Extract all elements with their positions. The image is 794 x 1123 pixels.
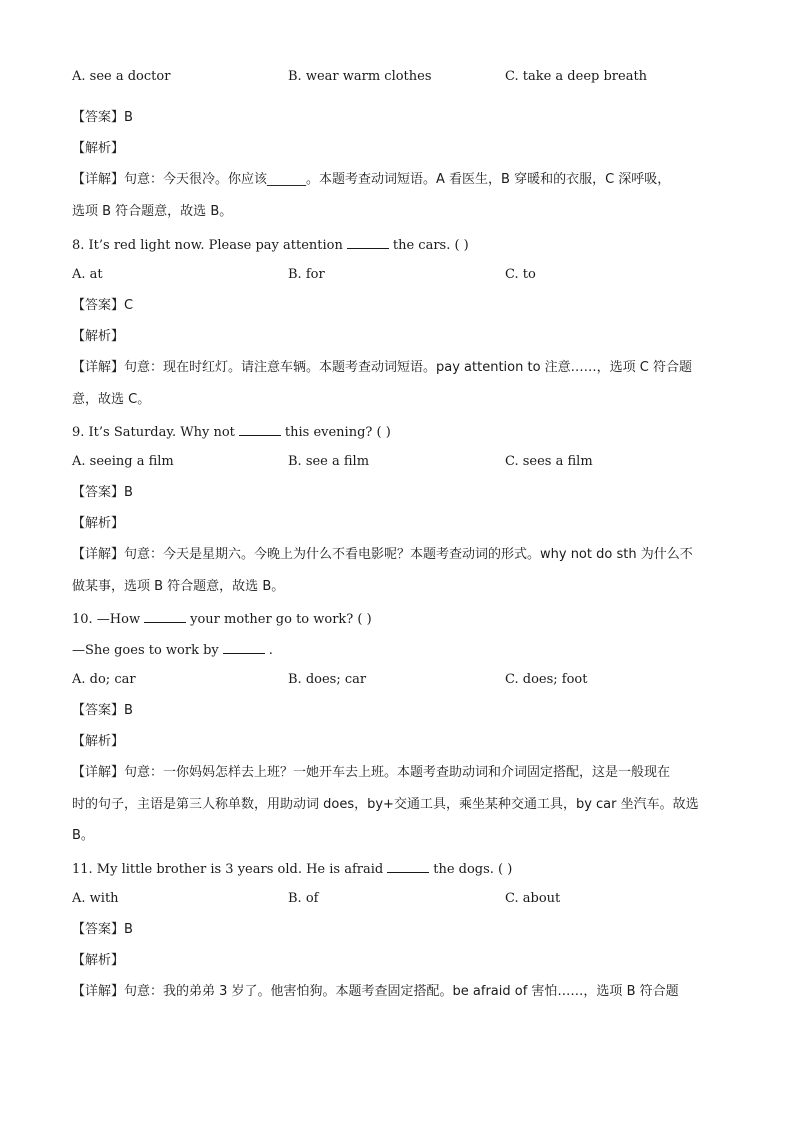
q9-analysis-heading: 【解析】	[72, 516, 125, 531]
q10-stem-post: your mother go to work? ( )	[190, 612, 372, 627]
q8-option-a: A. at	[72, 267, 103, 282]
q10-stem2-pre: —She goes to work by	[72, 643, 219, 658]
q8-stem-pre: 8. It’s red light now. Please pay attention	[72, 238, 343, 253]
q8-stem	[72, 236, 722, 254]
answer-blank	[223, 641, 265, 654]
q9-option-a: A. seeing a film	[72, 454, 174, 469]
q10-option-a: A. do; car	[72, 672, 136, 687]
q7-option-a: A. see a doctor	[72, 69, 171, 84]
q7-answer: 【答案】B	[72, 110, 133, 125]
q11-stem	[72, 860, 722, 878]
q11-option-c: C. about	[505, 891, 561, 906]
q10-analysis-heading: 【解析】	[72, 734, 125, 749]
answer-blank	[239, 423, 281, 436]
q10-stem-line-2	[72, 641, 722, 659]
q11-option-b: B. of	[288, 891, 319, 906]
q10-stem-pre: 10. —How	[72, 612, 141, 627]
q10-option-c: C. does; foot	[505, 672, 588, 687]
q10-stem2-post: .	[268, 643, 273, 658]
q11-analysis-heading: 【解析】	[72, 953, 125, 968]
q11-stem-post: the dogs. ( )	[433, 862, 513, 877]
q9-stem	[72, 423, 722, 441]
q11-option-a: A. with	[72, 891, 119, 906]
q9-option-b: B. see a film	[288, 454, 370, 469]
q7-option-c: C. take a deep breath	[505, 69, 648, 84]
q10-detail-line-2: 时的句子，主语是第三人称单数，用助动词 does，by+交通工具，乘坐某种交通工具，by car 坐汽车。故选	[72, 797, 699, 812]
q7-analysis-heading: 【解析】	[72, 141, 125, 156]
q10-option-b: B. does; car	[288, 672, 367, 687]
q7-option-b: B. wear warm clothes	[288, 69, 432, 84]
q8-detail-line-2: 意，故选 C。	[72, 392, 151, 407]
answer-blank	[387, 860, 429, 873]
q8-stem-post: the cars. ( )	[392, 238, 469, 253]
q10-stem	[72, 610, 722, 628]
q10-answer: 【答案】B	[72, 703, 133, 718]
q11-answer: 【答案】B	[72, 922, 133, 937]
q9-stem-post: this evening? ( )	[284, 425, 391, 440]
q9-stem-pre: 9. It’s Saturday. Why not	[72, 425, 235, 440]
q8-option-b: B. for	[288, 267, 325, 282]
q9-answer: 【答案】B	[72, 485, 133, 500]
q8-option-c: C. to	[505, 267, 536, 282]
answer-blank	[347, 236, 389, 249]
q11-detail-line-1: 【详解】句意：我的弟弟 3 岁了。他害怕狗。本题考查固定搭配。be afraid of 害怕……，选项 B 符合题	[72, 984, 679, 999]
q7-detail-line-2: 选项 B 符合题意，故选 B。	[72, 204, 233, 219]
q8-answer: 【答案】C	[72, 298, 134, 313]
q9-option-c: C. sees a film	[505, 454, 593, 469]
q10-detail-line-1: 【详解】句意：一你妈妈怎样去上班？一她开车去上班。本题考查助动词和介词固定搭配，这是一般现在	[72, 765, 671, 780]
answer-blank	[144, 610, 186, 623]
q8-analysis-heading: 【解析】	[72, 329, 125, 344]
q10-detail-line-3: B。	[72, 828, 94, 843]
q8-detail-line-1: 【详解】句意：现在时红灯。请注意车辆。本题考查动词短语。pay attention to 注意……，选项 C 符合题	[72, 360, 693, 375]
q9-detail-line-1: 【详解】句意：今天是星期六。今晚上为什么不看电影呢？本题考查动词的形式。why not do sth 为什么不	[72, 547, 693, 562]
q9-detail-line-2: 做某事，选项 B 符合题意，故选 B。	[72, 579, 285, 594]
q7-detail-line-1: 【详解】句意：今天很冷。你应该______。本题考查动词短语。A 看医生，B 穿暖和的衣服，C 深呼吸，	[72, 172, 671, 187]
q11-stem-pre: 11. My little brother is 3 years old. He is afraid	[72, 862, 384, 877]
